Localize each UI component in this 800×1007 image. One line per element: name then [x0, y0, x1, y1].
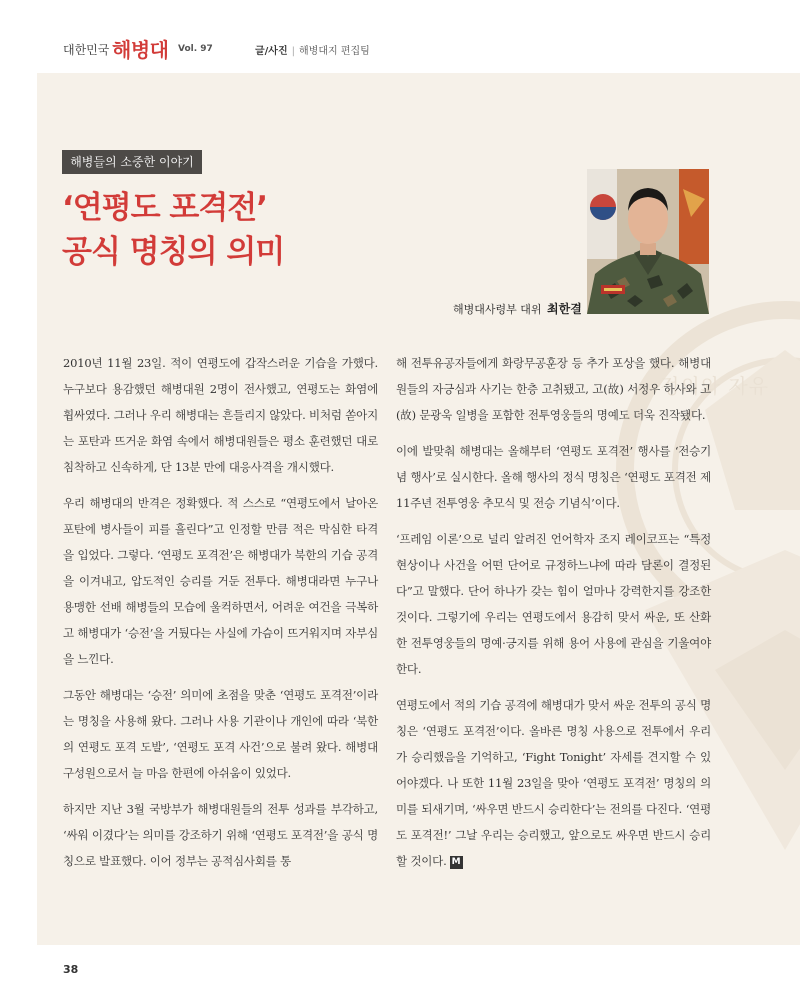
- title-line-2: 공식 명칭의 의미: [62, 234, 285, 270]
- paragraph-final: [396, 692, 711, 874]
- header-volume: Vol. 97: [178, 44, 213, 54]
- paragraph: 이에 발맞춰 해병대는 올해부터 ‘연평도 포격전’ 행사를 ‘전승기념 행사’로 실시한다. 올해 행사의 정식 명칭은 ‘연평도 포격전 제11주년 전투영웅 추모식 및 전승 기념식’이다.: [396, 444, 711, 510]
- category-tag: 해병들의 소중한 이야기: [62, 150, 202, 174]
- author-name: 최한결: [547, 302, 582, 316]
- article-title: [62, 186, 284, 274]
- end-mark-icon: M: [450, 856, 463, 869]
- title-line-1: ‘연평도 포격전’: [62, 190, 268, 226]
- page-number: 38: [63, 963, 79, 976]
- paragraph: 하지만 지난 3월 국방부가 해병대원들의 전투 성과를 부각하고, ‘싸워 이겼다’는 의미를 강조하기 위해 ‘연평도 포격전’을 공식 명칭으로 발표했다. 이어 정부는 공적심사회를 통: [63, 802, 378, 868]
- final-paragraph-text: 연평도에서 적의 기습 공격에 해병대가 맞서 싸운 전투의 공식 명칭은 ‘연평도 포격전’이다. 올바른 명칭 사용으로 전투에서 우리가 승리했음을 기억하고, ‘Fight Tonight’ 자세를 견지할 수 있어야겠다. 나 또한 11월 23일을 맞아 ‘연평도 포격전’ 명칭의 의미를 되새기며, ‘싸우면 반드시 승리한다’는 전의를 다진다. ‘연평도 포격전!’ 그날 우리는 승리했고, 앞으로도 싸우면 반드시 승리할 것이다.: [396, 698, 711, 868]
- author-byline: [453, 300, 582, 317]
- paragraph: ‘프레임 이론’으로 널리 알려진 언어학자 조지 레이코프는 “특정 현상이나 사건을 어떤 단어로 규정하느냐에 따라 담론이 결정된다”고 말했다. 단어 하나가 갖는 힘이 얼마나 강력한지를 강조한 것이다. 그렇기에 우리는 연평도에서 용감히 맞서 싸운, 또 산화한 전투영웅들의 명예·긍지를 위해 용어 사용에 관심을 기울여야 한다.: [396, 532, 711, 676]
- paragraph: 2010년 11월 23일. 적이 연평도에 갑작스러운 기습을 가했다. 누구보다 용감했던 해병대원 2명이 전사했고, 연평도는 화염에 휩싸였다. 그러나 우리 해병대는 흔들리지 않았다. 비처럼 쏟아지는 포탄과 뜨거운 화염 속에서 해병대원들은 평소 훈련했던 대로 침착하고 신속하게, 단 13분 만에 대응사격을 개시했다.: [63, 356, 378, 474]
- author-photo: [587, 169, 709, 314]
- author-affiliation: 해병대사령부 대위: [453, 303, 542, 316]
- header-credit: [255, 42, 370, 57]
- paragraph: 그동안 해병대는 ‘승전’ 의미에 초점을 맞춘 ‘연평도 포격전’이라는 명칭을 사용해 왔다. 그러나 사용 기관이나 개인에 따라 ‘북한의 연평도 포격 도발’, ‘연평도 포격 사건’으로 불려 왔다. 해병대 구성원으로서 늘 마음 한편에 아쉬움이 있었다.: [63, 688, 378, 780]
- watermark-text: 정의와 자유: [660, 374, 769, 398]
- body-column-left: [63, 350, 378, 884]
- page-header: [0, 0, 800, 72]
- header-country: 대한민국: [63, 43, 110, 57]
- header-brand: 해병대: [112, 38, 169, 62]
- body-column-right: [396, 350, 711, 884]
- paragraph: 해 전투유공자들에게 화랑무공훈장 등 추가 포상을 했다. 해병대원들의 자긍심과 사기는 한층 고취됐고, 고(故) 서정우 하사와 고(故) 문광욱 일병을 포함한 전투영웅들의 명예도 더욱 진작됐다.: [396, 356, 711, 422]
- credit-separator: |: [291, 46, 296, 57]
- paragraph: 우리 해병대의 반격은 정확했다. 적 스스로 “연평도에서 날아온 포탄에 병사들이 피를 흘린다”고 인정할 만큼 적은 막심한 타격을 입었다. 그렇다. ‘연평도 포격전’은 해병대가 북한의 기습 공격을 이겨내고, 압도적인 승리를 거둔 전투다. 해병대라면 누구나 용맹한 선배 해병들의 모습에 울컥하면서, 어려운 여건을 극복하고 해병대가 ‘승전’을 거뒀다는 사실에 가슴이 뜨거워지며 자부심을 느낀다.: [63, 496, 378, 666]
- credit-value: 해병대지 편집팀: [299, 46, 370, 57]
- credit-label: 글/사진: [255, 46, 288, 57]
